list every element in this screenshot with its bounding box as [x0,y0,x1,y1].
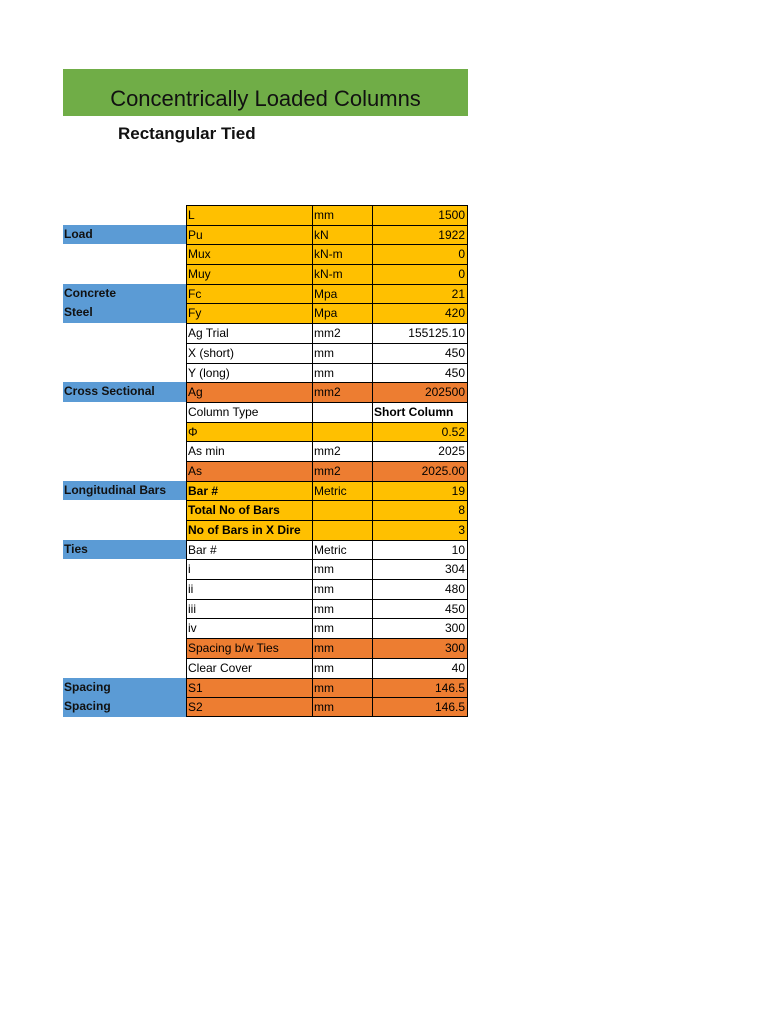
parameter-cell[interactable]: Clear Cover [186,658,312,678]
value-cell[interactable]: 146.5 [372,678,468,698]
value-cell[interactable]: 420 [372,303,468,323]
parameter-cell[interactable]: Fc [186,284,312,304]
value-cell[interactable]: 40 [372,658,468,678]
parameter-cell[interactable]: Column Type [186,402,312,422]
row-label [63,599,186,619]
value-cell[interactable]: 1922 [372,225,468,245]
row-label [63,520,186,540]
calculation-table [63,205,468,717]
parameter-cell[interactable]: As min [186,441,312,461]
parameter-cell[interactable]: Total No of Bars [186,500,312,520]
table-row [63,225,468,245]
unit-cell[interactable]: mm [312,697,372,717]
unit-cell[interactable] [312,520,372,540]
parameter-cell[interactable]: Spacing b/w Ties [186,638,312,658]
value-cell[interactable]: 480 [372,579,468,599]
row-label: Spacing [63,697,186,717]
value-cell[interactable]: 2025 [372,441,468,461]
unit-cell[interactable]: Metric [312,540,372,560]
unit-cell[interactable]: mm [312,363,372,383]
row-label [63,422,186,442]
row-label [63,658,186,678]
parameter-cell[interactable]: As [186,461,312,481]
row-label [63,343,186,363]
value-cell[interactable]: 0 [372,264,468,284]
value-cell[interactable]: 0.52 [372,422,468,442]
row-label [63,618,186,638]
unit-cell[interactable] [312,402,372,422]
table-row [63,559,468,579]
row-label [63,244,186,264]
table-row [63,540,468,560]
unit-cell[interactable]: mm [312,678,372,698]
value-cell[interactable]: 0 [372,244,468,264]
parameter-cell[interactable]: Ag Trial [186,323,312,343]
row-label: Longitudinal Bars [63,481,186,501]
unit-cell[interactable]: mm [312,599,372,619]
value-cell[interactable]: Short Column [372,402,468,422]
table-row [63,402,468,422]
value-cell[interactable]: 2025.00 [372,461,468,481]
parameter-cell[interactable]: S1 [186,678,312,698]
value-cell[interactable]: 1500 [372,205,468,225]
parameter-cell[interactable]: Φ [186,422,312,442]
unit-cell[interactable] [312,422,372,442]
row-label [63,441,186,461]
table-row [63,382,468,402]
table-row [63,579,468,599]
title-banner [63,69,468,116]
value-cell[interactable]: 450 [372,599,468,619]
table-row [63,697,468,717]
table-row [63,618,468,638]
unit-cell[interactable]: kN [312,225,372,245]
row-label [63,402,186,422]
value-cell[interactable]: 304 [372,559,468,579]
parameter-cell[interactable]: Muy [186,264,312,284]
unit-cell[interactable]: kN-m [312,244,372,264]
table-row [63,363,468,383]
unit-cell[interactable]: mm [312,205,372,225]
parameter-cell[interactable]: S2 [186,697,312,717]
table-row [63,284,468,304]
row-label [63,559,186,579]
value-cell[interactable]: 450 [372,343,468,363]
unit-cell[interactable]: kN-m [312,264,372,284]
table-row [63,599,468,619]
table-row [63,205,468,225]
table-row [63,343,468,363]
table-row [63,638,468,658]
parameter-cell[interactable]: i [186,559,312,579]
unit-cell[interactable]: mm [312,579,372,599]
table-row [63,658,468,678]
parameter-cell[interactable]: Bar # [186,540,312,560]
table-row [63,500,468,520]
table-row [63,520,468,540]
table-row [63,264,468,284]
value-cell[interactable]: 10 [372,540,468,560]
parameter-cell[interactable]: Y (long) [186,363,312,383]
row-label: Load [63,225,186,245]
parameter-cell[interactable]: Mux [186,244,312,264]
table-row [63,481,468,501]
parameter-cell[interactable]: ii [186,579,312,599]
row-label [63,264,186,284]
page-title: Concentrically Loaded Columns [110,85,421,111]
unit-cell[interactable]: mm2 [312,461,372,481]
row-label [63,461,186,481]
parameter-cell[interactable]: L [186,205,312,225]
table-row [63,678,468,698]
table-row [63,244,468,264]
row-label [63,205,186,225]
value-cell[interactable]: 19 [372,481,468,501]
parameter-cell[interactable]: Pu [186,225,312,245]
parameter-cell[interactable]: iii [186,599,312,619]
parameter-cell[interactable]: Ag [186,382,312,402]
row-label: Ties [63,540,186,560]
row-label [63,638,186,658]
row-label: Concrete [63,284,186,304]
unit-cell[interactable]: Mpa [312,284,372,304]
table-row [63,441,468,461]
unit-cell[interactable]: Metric [312,481,372,501]
table-row [63,323,468,343]
unit-cell[interactable]: mm2 [312,441,372,461]
unit-cell[interactable]: mm [312,343,372,363]
unit-cell[interactable]: mm [312,638,372,658]
value-cell[interactable]: 8 [372,500,468,520]
row-label: Spacing [63,678,186,698]
value-cell[interactable]: 300 [372,638,468,658]
table-row [63,422,468,442]
row-label [63,579,186,599]
row-label: Cross Sectional [63,382,186,402]
value-cell[interactable]: 155125.10 [372,323,468,343]
value-cell[interactable]: 3 [372,520,468,540]
row-label: Steel [63,303,186,323]
unit-cell[interactable]: Mpa [312,303,372,323]
value-cell[interactable]: 202500 [372,382,468,402]
unit-cell[interactable]: mm2 [312,323,372,343]
unit-cell[interactable] [312,500,372,520]
table-row [63,303,468,323]
unit-cell[interactable]: mm [312,658,372,678]
row-label [63,323,186,343]
row-label [63,500,186,520]
parameter-cell[interactable]: iv [186,618,312,638]
parameter-cell[interactable]: Bar # [186,481,312,501]
value-cell[interactable]: 450 [372,363,468,383]
value-cell[interactable]: 300 [372,618,468,638]
row-label [63,363,186,383]
value-cell[interactable]: 21 [372,284,468,304]
value-cell[interactable]: 146.5 [372,697,468,717]
unit-cell[interactable]: mm2 [312,382,372,402]
table-row [63,461,468,481]
parameter-cell[interactable]: No of Bars in X Dire [186,520,312,540]
unit-cell[interactable]: mm [312,559,372,579]
unit-cell[interactable]: mm [312,618,372,638]
parameter-cell[interactable]: X (short) [186,343,312,363]
parameter-cell[interactable]: Fy [186,303,312,323]
page-subtitle: Rectangular Tied [118,124,256,143]
